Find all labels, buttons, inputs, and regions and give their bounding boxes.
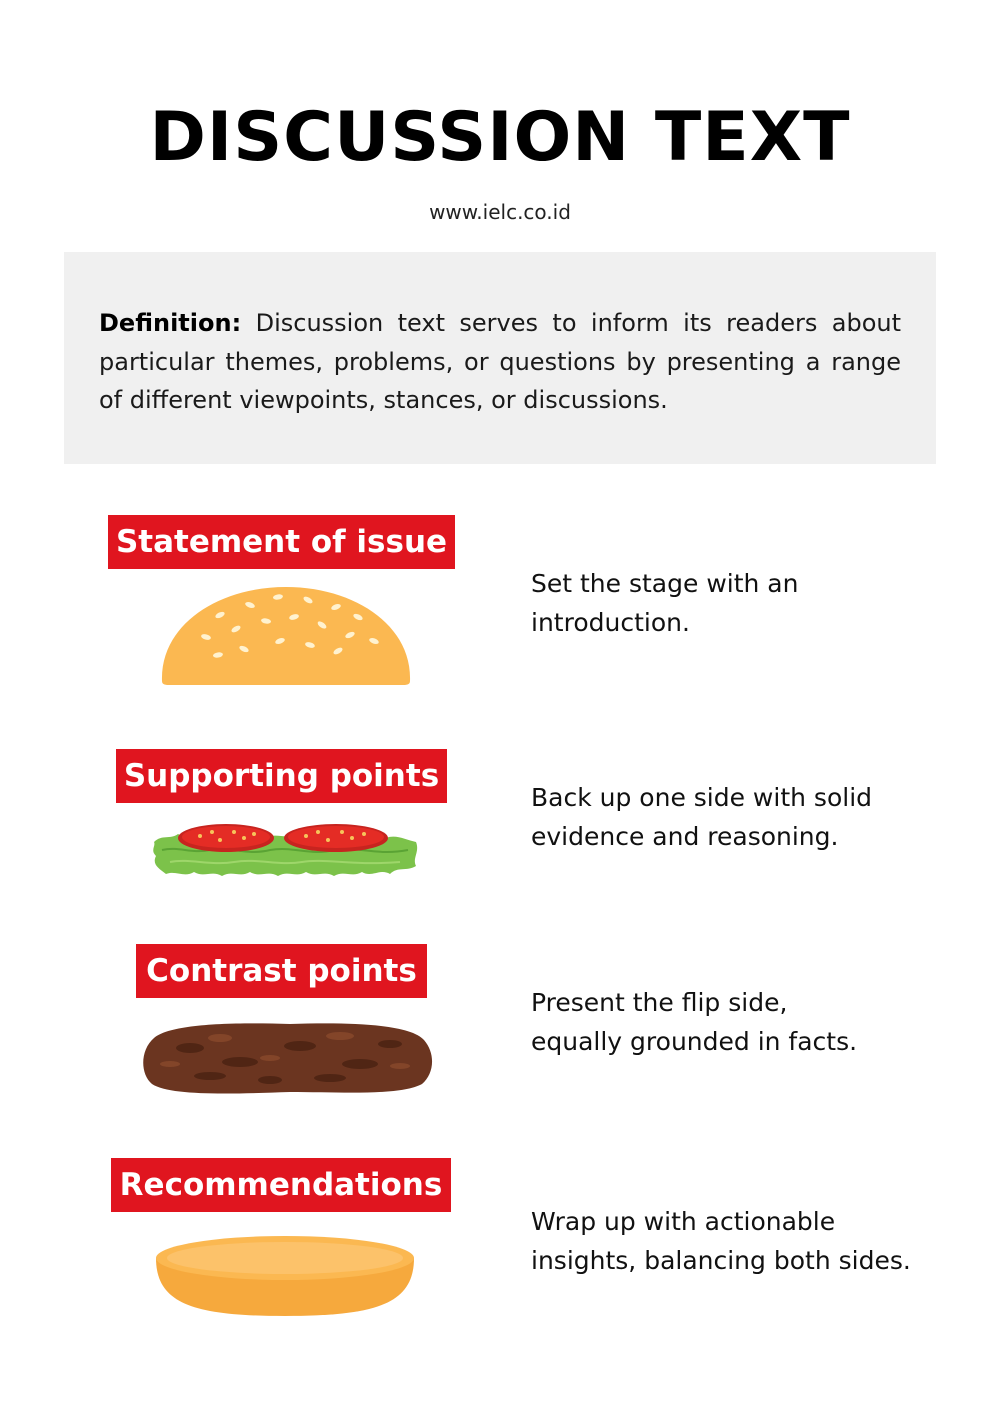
- description-line: evidence and reasoning.: [531, 822, 839, 851]
- description-line: equally grounded in facts.: [531, 1027, 858, 1056]
- description-line: insights, balancing both sides.: [531, 1246, 911, 1275]
- contrast-points-label: Contrast points: [136, 944, 427, 998]
- top-bun-icon: [158, 585, 414, 687]
- description-line: introduction.: [531, 608, 690, 637]
- recommendations-label: Recommendations: [111, 1158, 451, 1212]
- contrast-points-description: [531, 983, 971, 1061]
- page-title: DISCUSSION TEXT: [149, 98, 851, 177]
- definition-box: [64, 252, 936, 464]
- description-line: Back up one side with solid: [531, 783, 873, 812]
- definition-text: Discussion text serves to inform its readers about particular themes, problems, or questions by presenting a range of different viewpoints, stances, or discussions.: [99, 309, 901, 414]
- recommendations-description: [531, 1202, 971, 1280]
- definition-label: Definition:: [99, 309, 242, 337]
- description-line: Set the stage with an: [531, 569, 799, 598]
- description-line: Wrap up with actionable: [531, 1207, 836, 1236]
- statement-of-issue-label: Statement of issue: [108, 515, 455, 569]
- site-url: www.ielc.co.id: [429, 200, 571, 224]
- supporting-points-description: [531, 778, 971, 856]
- definition-text-block: [99, 304, 901, 420]
- bottom-bun-icon: [154, 1234, 416, 1318]
- supporting-points-label: Supporting points: [116, 749, 447, 803]
- lettuce-tomato-icon: [150, 820, 420, 882]
- statement-of-issue-description: [531, 564, 971, 642]
- patty-icon: [140, 1018, 434, 1096]
- description-line: Present the flip side,: [531, 988, 788, 1017]
